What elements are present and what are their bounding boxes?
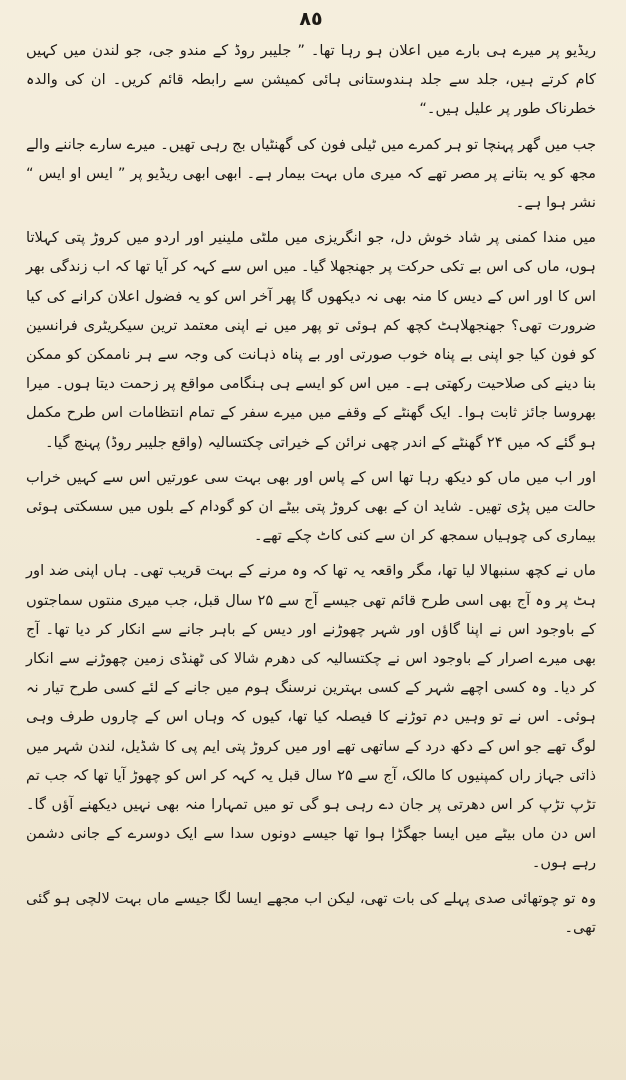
paragraph-5: ماں نے کچھ سنبھالا لیا تھا، مگر واقعہ یہ تھا کہ وہ مرنے کے بہت قریب تھی۔ ہاں اپنی ضد اور ہٹ پر وہ آج بھی اسی طرح قائم تھی جیسے آج سے ۲۵ سال قبل، جب میری منتوں سماجتوں کے باوجود اس نے اپنا گاؤں اور شہر چھوڑنے اور دیس کے باہر جانے سے انکار کر دیا تھا۔ آج بھی میرے اصرار کے باوجود اس نے چکتسالیہ کی دھرم شالا کی ٹھنڈی زمین چھوڑنے سے انکار کر دیا۔ وہ کسی اچھے شہر کے کسی بہترین نرسنگ ہوم میں جانے کے لئے کسی طرح تیار نہ ہوئی۔ اس نے تو وہیں دم توڑنے کا فیصلہ کیا تھا، کیوں کہ وہاں اس کے چاروں طرف وہی لوگ تھے جو اس کے دکھ درد کے ساتھی تھے اور میں کروڑ پتی ایم پی کا شڈیل، لندن شہر میں ذاتی جہاز راں کمپنیوں کا مالک، آج سے ۲۵ سال قبل یہ کہہ کر اس کو چھوڑ آیا تھا کہ جب تم تڑپ تڑپ کر اس دھرتی پر جان دے رہی ہو گی تو میں تمہارا منہ بھی نہیں دیکھنے آؤں گا۔ اس دن ماں بیٹے میں ایسا جھگڑا ہوا تھا جیسے دونوں سدا سے ایک دوسرے کے جانی دشمن رہے ہوں۔: [26, 562, 596, 872]
paragraph-1: ریڈیو پر میرے ہی بارے میں اعلان ہو رہا تھا۔ ” جلیبر روڈ کے مندو جی، جو لندن میں کہیں کام کرتے ہیں، جلد سے جلد ہندوستانی ہائی کمیشن سے رابطہ قائم کریں۔ ان کی والدہ خطرناک طور پر علیل ہیں۔“: [26, 42, 596, 118]
page-body: [26, 36, 596, 942]
paragraph-2: جب میں گھر پہنچا تو ہر کمرے میں ٹیلی فون کی گھنٹیاں بج رہی تھیں۔ میرے سارے جاننے والے مجھ کو یہ بتانے پر مصر تھے کہ میری ماں بہت بیمار ہے۔ ابھی ابھی ریڈیو پر ” ایس او ایس “ نشر ہوا ہے۔: [26, 135, 596, 212]
paragraph-6: وہ تو چوتھائی صدی پہلے کی بات تھی، لیکن اب مجھے ایسا لگا جیسے ماں بہت لالچی ہو گئی تھی۔: [26, 889, 596, 936]
paragraph-3: میں مندا کمنی پر شاد خوش دل، جو انگریزی میں ملٹی ملینیر اور اردو میں کروڑ پتی کہلاتا ہوں، ماں کی اس بے تکی حرکت پر جھنجھلا گیا۔ میں اس سے کہہ کر آیا تھا کہ اب زندگی بھر اس کا اور اس کے دیس کا منہ بھی نہ دیکھوں گا پھر آخر اس کو یہ فضول اعلان کرانے کی کیا ضرورت تھی؟ جھنجھلاہٹ کچھ کم ہوئی تو پھر میں نے اپنی معتمد ترین سیکریٹری فرانسین کو فون کیا جو اپنی بے پناہ خوب صورتی اور بے پناہ ذہانت کی وجہ سے ہر ناممکن کو ممکن بنا دینے کی صلاحیت رکھتی ہے۔ میں اس کو ایسے ہی ہنگامی مواقع پر زحمت دیتا ہوں۔ میرا بھروسا جائز ثابت ہوا۔ ایک گھنٹے کے وقفے میں میرے سفر کے تمام انتظامات اس طرح مکمل ہو گئے کہ میں ۲۴ گھنٹے کے اندر چھی نرائن کے خیراتی چکتسالیہ (واقع جلیبر روڈ) پہنچ گیا۔: [26, 229, 596, 451]
paragraph-4: اور اب میں ماں کو دیکھ رہا تھا اس کے پاس اور بھی بہت سی عورتیں اس سے کہیں خراب حالت میں پڑی تھیں۔ شاید ان کے بھی کروڑ پتی بیٹے ان کو گودام کے بلوں میں سسکتی ہوئی بیماری کی چوہیاں سمجھ کر ان سے کنی کاٹ چکے تھے۔: [26, 468, 596, 545]
page-number: ٨٥: [299, 8, 323, 30]
